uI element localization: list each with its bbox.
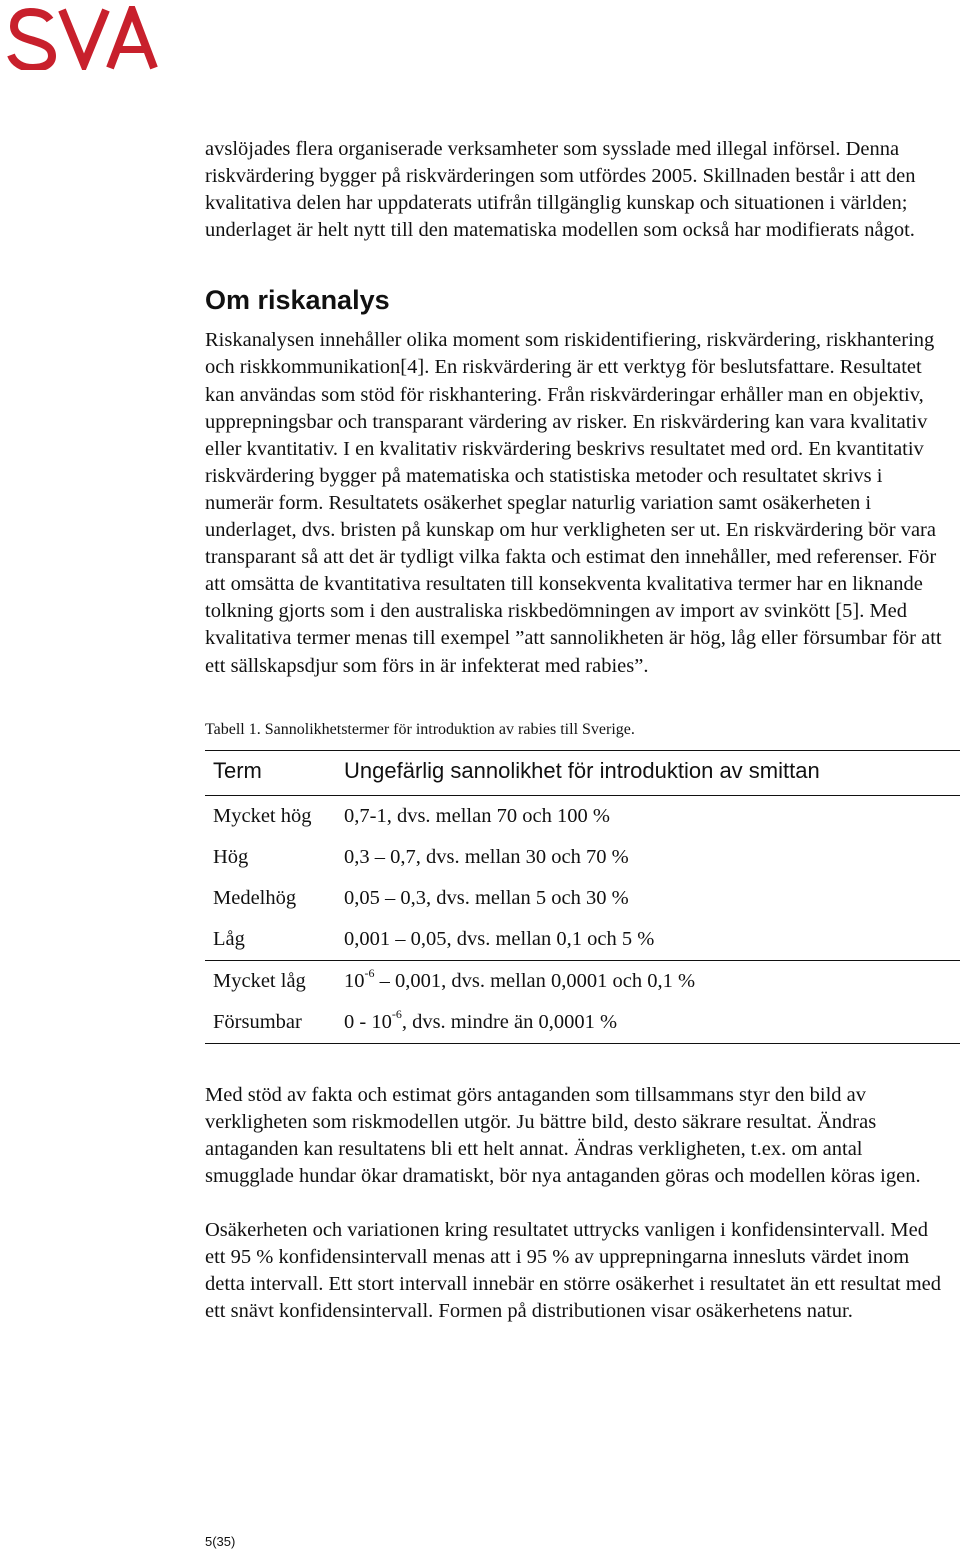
value-cell: 0,05 – 0,3, dvs. mellan 5 och 30 % bbox=[344, 886, 629, 909]
term-cell: Hög bbox=[213, 845, 249, 868]
uncertainty-paragraph: Osäkerheten och variationen kring resultatet uttrycks vanligen i konfidensintervall. Med ett 95 % konfidensintervall menas att i 95 % av upprepningarna innesluts värdet inom detta intervall. Ett stort intervall innebär en större osäkerhet i resultatet än ett resultat med ett snävt konfidensintervall. Formen på distributionen visar osäkerhetens natur. bbox=[205, 1218, 942, 1323]
intro-paragraph: avslöjades flera organiserade verksamheter som sysslade med illegal införsel. Denna riskvärdering bygger på riskvärderingen som utfördes 2005. Skillnaden består i att den kvalitativa delen har uppdaterats utifrån tillgänglig kunskap och situationen i världen; underlaget är helt nytt till den matematiska modellen som också har modifierats något. bbox=[205, 138, 916, 242]
value-rest: , dvs. mindre än 0,0001 % bbox=[401, 1010, 618, 1033]
table-caption: Tabell 1. Sannolikhetstermer för introduktion av rabies till Sverige. bbox=[205, 720, 635, 738]
document-body bbox=[205, 136, 945, 1325]
table-row bbox=[205, 837, 960, 878]
table-row bbox=[205, 919, 960, 961]
probability-table bbox=[205, 750, 960, 1044]
column-header-term: Term bbox=[205, 750, 336, 795]
column-header-probability: Ungefärlig sannolikhet för introduktion av smittan bbox=[336, 750, 960, 795]
sva-logo bbox=[6, 6, 162, 70]
table-row bbox=[205, 1002, 960, 1044]
term-cell: Medelhög bbox=[213, 886, 297, 909]
table-row bbox=[205, 960, 960, 1002]
value-cell: 0,001 – 0,05, dvs. mellan 0,1 och 5 % bbox=[344, 927, 655, 950]
value-cell bbox=[336, 960, 960, 1002]
assumptions-paragraph: Med stöd av fakta och estimat görs antaganden som tillsammans styr den bild av verkligheten som riskmodellen utgör. Ju bättre bild, desto säkrare resultat. Ändras antaganden kan resultatens bli ett helt annat. Ändras verkligheten, t.ex. om antal smugglade hundar ökar dramatiskt, bör nya antaganden göras och modellen köras igen. bbox=[205, 1083, 921, 1187]
table-header-row bbox=[205, 750, 960, 795]
value-base: 10 bbox=[344, 969, 365, 992]
value-cell: 0,3 – 0,7, dvs. mellan 30 och 70 % bbox=[344, 845, 629, 868]
value-cell bbox=[336, 1002, 960, 1044]
value-cell: 0,7-1, dvs. mellan 70 och 100 % bbox=[344, 804, 610, 827]
value-exponent: -6 bbox=[364, 965, 375, 980]
page-number: 5(35) bbox=[205, 1534, 236, 1549]
value-base: 0 - 10 bbox=[344, 1010, 392, 1033]
term-cell: Mycket låg bbox=[205, 960, 336, 1002]
term-cell: Mycket hög bbox=[213, 804, 312, 827]
section-heading: Om riskanalys bbox=[205, 285, 390, 316]
term-cell: Låg bbox=[213, 927, 245, 950]
value-exponent: -6 bbox=[391, 1006, 402, 1021]
table-row bbox=[205, 878, 960, 919]
value-rest: – 0,001, dvs. mellan 0,0001 och 0,1 % bbox=[374, 969, 696, 992]
table-row bbox=[205, 795, 960, 837]
section-paragraph: Riskanalysen innehåller olika moment som riskidentifiering, riskvärdering, riskhantering och riskkommunikation[4]. En riskvärdering är ett verktyg för beslutsfattare. Resultatet kan användas som stöd för riskhantering. Från riskvärderingar erhåller man en objektiv, upprepningsbar och transparant värdering av risker. En riskvärdering kan vara kvalitativ eller kvantitativ. I en kvalitativ riskvärdering beskrivs resultatet med ord. En kvantitativ riskvärdering bygger på matematiska och statistiska metoder och resultatet skrivs i numerär form. Resultatets osäkerhet speglar naturlig variation samt osäkerheten i underlaget, dvs. bristen på kunskap om hur verkligheten ser ut. En riskvärdering bör vara transparant så att det är tydligt vilka fakta och estimat den innehåller, med referenser. För att omsätta de kvantitativa resultaten till konsekventa kvalitativa termer har en liknande tolkning gjorts som i den australiska riskbedömningen av import av svinkött [5]. Med kvalitativa termer menas till exempel ”att sannolikheten är hög, låg eller försumbar för att ett sällskapsdjur som förs in är infekterat med rabies”. bbox=[205, 329, 942, 677]
term-cell: Försumbar bbox=[205, 1002, 336, 1044]
